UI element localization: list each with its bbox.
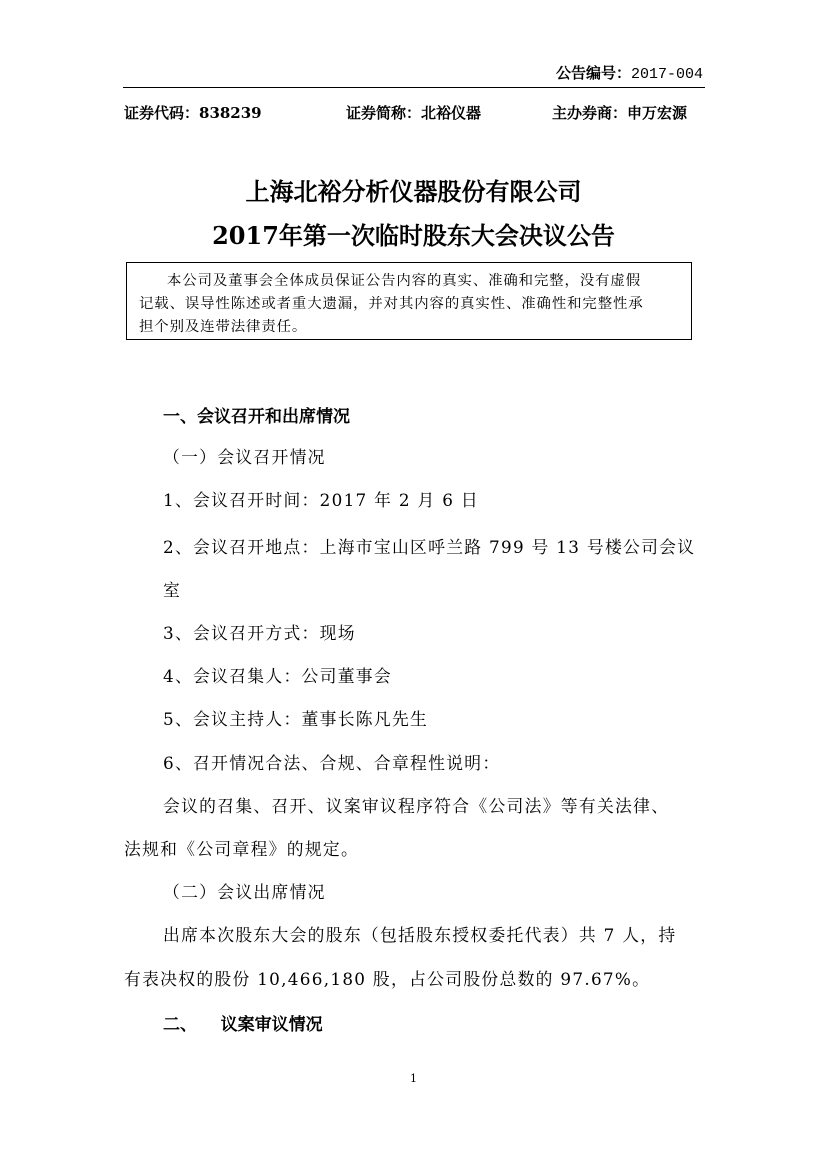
list-item: 3、会议召开方式：现场 [163,623,356,643]
securities-code: 证券代码：838239 [124,104,262,122]
sponsor-broker: 主办券商：申万宏源 [552,104,688,122]
section-heading: 一、会议召开和出席情况 [163,407,350,427]
declaration-box [126,262,692,340]
declaration-line: 本公司及董事会全体成员保证公告内容的真实、准确和完整，没有虚假 [167,273,642,289]
list-item: 6、召开情况合法、合规、合章程性说明： [163,753,501,773]
page-number: 1 [410,1072,417,1085]
paragraph-line: 出席本次股东大会的股东（包括股东授权委托代表）共 7 人，持 [163,925,677,945]
declaration-line: 担个别及连带法律责任。 [139,319,308,335]
announcement-number [556,62,703,83]
securities-short-name: 证券简称：北裕仪器 [346,104,482,122]
subsection-heading: （一）会议召开情况 [163,447,326,467]
announcement-title: 2017年第一次临时股东大会决议公告 [212,221,615,250]
list-item: 室 [163,580,182,600]
list-item: 4、会议召集人：公司董事会 [163,666,392,686]
announcement-number-value: 2017-004 [630,66,703,83]
subsection-heading: （二）会议出席情况 [163,882,326,902]
announcement-number-label: 公告编号： [555,64,631,82]
header-divider [123,87,705,88]
list-item: 2、会议召开地点：上海市宝山区呼兰路 799 号 13 号楼公司会议 [163,537,696,557]
section-heading: 二、 议案审议情况 [163,1015,323,1035]
list-item: 1、会议召开时间：2017 年 2 月 6 日 [163,490,479,510]
list-item: 5、会议主持人：董事长陈凡先生 [163,709,429,729]
paragraph-line: 法规和《公司章程》的规定。 [124,839,360,859]
company-title: 上海北裕分析仪器股份有限公司 [245,177,582,206]
paragraph-line: 有表决权的股份 10,466,180 股，占公司股份总数的 97.67%。 [124,969,651,989]
paragraph-line: 会议的召集、召开、议案审议程序符合《公司法》等有关法律、 [163,796,670,816]
declaration-line: 记载、误导性陈述或者重大遗漏，并对其内容的真实性、准确性和完整性承 [139,296,644,312]
